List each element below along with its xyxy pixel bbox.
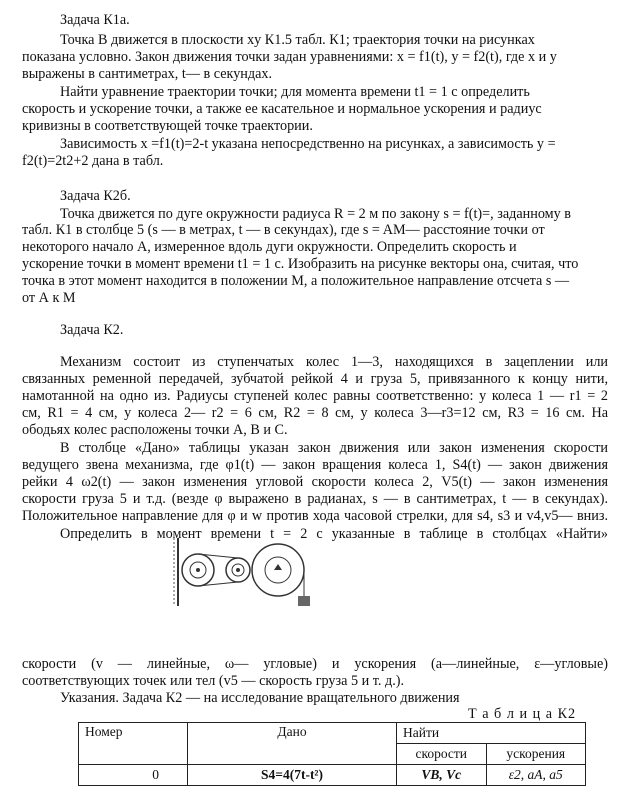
k2b-p1-line3: некоторого начало А, измеренное вдоль дуги окружности. Определить скорость и [22,239,517,255]
k2b-p1-line2: табл. К1 в столбце 5 (s — в метрах, t — в секундах), где s = AM— расстояние точки от [22,222,545,238]
k1a-title: Задача К1а. [60,12,130,28]
k2b-p1-line5: точка в этот момент находится в положении М, а положительное направление отсчета s — [22,273,570,289]
load-5 [298,596,310,606]
wheel-3-support [274,564,282,570]
k2-p1-line4: см, R1 = 4 см, у колеса 2— r2 = 6 см, R2 = 8 см, у колеса 3—r3=12 см, R3 = 16 см. На [22,405,608,421]
header-number: Номер [79,723,188,765]
k2-p1-line3: намотанной на одно из. Радиусы ступеней колес равны соответственно: у колеса 1 — r1 = 2 [22,388,608,404]
header-given: Дано [188,723,397,765]
k2-note: Указания. Задача К2 — на исследование вращательного движения [60,690,460,706]
cell-number: 0 [79,765,188,786]
k2-p4-line2: соответствующих точек или тел (v5 — скорость груза 5 и т. д.). [22,673,405,689]
k1a-p2-line3: кривизны в соответствующей точке траектории. [22,118,313,134]
k2-p1-line2: связанных ременной передачей, зубчатой рейкой 4 и груза 5, привязанного к концу нити, [22,371,608,387]
belt-top [198,554,238,558]
k1a-p2-line2: скорость и ускорение точки, а также ее касательное и нормальное ускорения и радиус [22,101,542,117]
k2-p2-line4: скорости груза 5 и т.д. (везде φ выражено в радианах, s — в сантиметрах, t — в секундах). [22,491,608,507]
wheel-2-axle [236,568,240,572]
k2b-p1-line6: от А к М [22,290,76,306]
k1a-p1-line3: выражены в сантиметрах, t— в секундах. [22,66,273,82]
cell-given: S4=4(7t-t²) [188,765,397,786]
table-row [79,765,586,786]
k2-p2-line5: Положительное направление для φ и w против хода часовой стрелки, для s4, s3 и v4,v5— вниз. [22,508,608,524]
table-caption: Т а б л и ц а К2 [468,706,577,722]
header-accelerations: ускорения [486,744,586,765]
header-find: Найти [397,723,586,744]
k2-p2-line1: В столбце «Дано» таблицы указан закон движения или закон изменения скорости [60,440,608,456]
k2-p3: Определить в момент времени t = 2 с указанные в таблице в столбцах «Найти» [60,526,608,542]
k1a-p1-line2: показана условно. Закон движения точки задан уравнениями: x = f1(t), y = f2(t), где х и у [22,49,557,65]
k2-p2-line3: рейки 4 ω2(t) — закон изменения угловой скорости колеса 2, V5(t) — закон изменения [22,474,608,490]
mechanism-figure [168,536,318,608]
k2-p1-line5: ободьях колес расположены точки А, В и С. [22,422,288,438]
belt-bottom [198,582,238,586]
k1a-p3-line1: Зависимость x =f1(t)=2-t указана непосредственно на рисунках, а зависимость у = [60,136,556,152]
cell-velocities: VB, Vc [397,765,487,786]
wheel-1-axle [196,568,200,572]
k2b-title: Задача К2б. [60,188,131,204]
data-table [78,722,586,786]
k2-title: Задача К2. [60,322,124,338]
cell-accelerations: ε2, aA, a5 [486,765,586,786]
k1a-p1-line1: Точка В движется в плоскости xу К1.5 табл. К1; траектория точки на рисунках [60,32,535,48]
k2b-p1-line1: Точка движется по дуге окружности радиуса R = 2 м по закону s = f(t)=, заданному в [60,206,571,222]
header-velocities: скорости [397,744,487,765]
k1a-p2-line1: Найти уравнение траектории точки; для момента времени t1 = 1 с определить [60,84,530,100]
k1a-p3-line2: f2(t)=2t2+2 дана в табл. [22,153,164,169]
k2-p1-line1: Механизм состоит из ступенчатых колес 1—3, находящихся в зацеплении или [60,354,608,370]
k2b-p1-line4: ускорение точки в момент времени t1 = 1 с. Изобразить на рисунке векторы она, считая, что [22,256,579,272]
k2-p4-line1: скорости (v — линейные, ω— угловые) и ускорения (а—линейные, ε—угловые) [22,656,608,672]
k2-p2-line2: ведущего звена механизма, где φ1(t) — закон вращения колеса 1, S4(t) — закон движения [22,457,608,473]
